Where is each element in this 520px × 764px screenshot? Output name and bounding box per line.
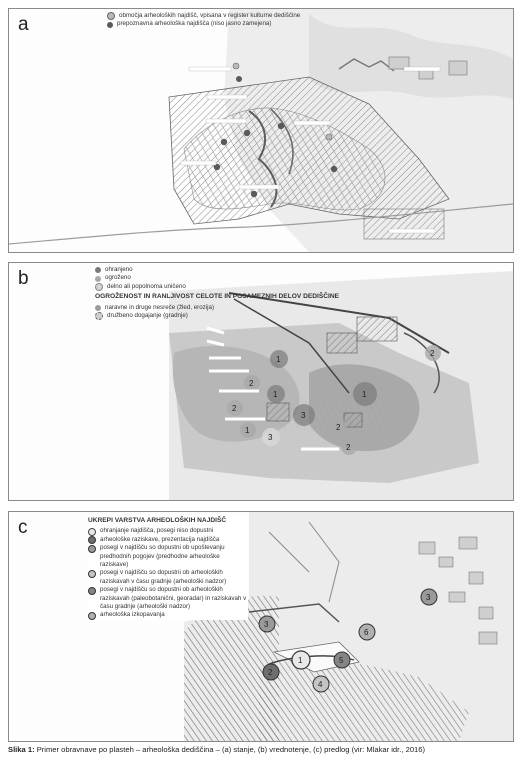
map-a-drawing <box>9 9 513 252</box>
map-b-number: 1 <box>245 426 250 435</box>
map-b-number: 2 <box>336 423 341 432</box>
map-c-number: 3 <box>426 593 431 602</box>
map-b-number: 1 <box>276 355 281 364</box>
natural-disaster-icon <box>95 305 101 311</box>
legend-c <box>88 515 248 620</box>
map-c-number: 6 <box>364 628 369 637</box>
threatened-circle-icon <box>95 276 101 282</box>
legend-b-label-1: ohranjeno <box>105 266 133 273</box>
map-b-number: 2 <box>232 404 237 413</box>
legend-c-label-5: posegi v najdišču so dopustni ob arheoloških raziskavah (paleobotanični, georadar) in raziskavah v času gradnje (arheološki nadzor) <box>100 586 247 611</box>
light-circle-icon <box>107 12 115 20</box>
map-panel-b <box>8 262 514 501</box>
excavation-circle-icon <box>88 612 96 620</box>
preserved-circle-icon <box>95 267 101 273</box>
map-c-number: 4 <box>318 680 323 689</box>
legend-c-label-4: posegi v najdišču so dopustni ob arheoloških raziskavah v času gradnje (arheološki nadzor) <box>100 569 227 585</box>
legend-b-label-2: ogroženo <box>105 274 131 282</box>
legend-b <box>95 266 339 320</box>
map-b-number: 2 <box>346 443 351 452</box>
map-b-number: 2 <box>430 349 435 358</box>
map-panel-a <box>8 8 514 253</box>
supervision-circle-icon <box>88 570 96 578</box>
legend-b-item <box>95 266 339 274</box>
legend-a-item <box>107 20 300 28</box>
figure-caption <box>8 745 513 754</box>
map-panel-c <box>8 511 514 742</box>
caption-label: Slika 1: <box>8 745 35 754</box>
legend-c-label-6: arheološka izkopavanja <box>100 611 165 619</box>
legend-c-title: UKREPI VARSTVA ARHEOLOŠKIH NAJDIŠČ <box>88 517 227 524</box>
research-circle-icon <box>88 536 96 544</box>
legend-c-item <box>88 569 248 586</box>
legend-c-item <box>88 544 248 569</box>
legend-c-item <box>88 611 248 619</box>
legend-c-item <box>88 527 248 535</box>
preservation-circle-icon <box>88 528 96 536</box>
map-c-number: 5 <box>339 656 344 665</box>
map-b-number: 3 <box>301 411 306 420</box>
legend-b-threat-title: OGROŽENOST IN RANLJIVOST CELOTE IN POSAMEZNIH DELOV DEDIŠČINE <box>95 293 339 301</box>
map-c-drawing <box>9 512 513 741</box>
legend-c-label-2: arheološke raziskave, prezentacija najdišča <box>100 535 220 543</box>
legend-b-label-3: delno ali popolnoma uničeno <box>107 282 186 290</box>
legend-c-item <box>88 536 248 544</box>
legend-c-label-3: posegi v najdišču so dopustni ob upoštevanju predhodnih pogojev (predhodne arheološke raziskave) <box>100 544 225 569</box>
destroyed-circle-icon <box>95 283 103 291</box>
dark-circle-icon <box>107 22 113 28</box>
paleobotanical-circle-icon <box>88 587 96 595</box>
caption-text: Primer obravnave po plasteh – arheološka dediščina – (a) stanje, (b) vrednotenje, (c) predlog (vir: Mlakar idr., 2016) <box>34 745 426 754</box>
panel-a-letter: a <box>18 14 29 35</box>
panel-b-letter: b <box>18 268 29 289</box>
map-c-number: 3 <box>264 620 269 629</box>
legend-c-item <box>88 586 248 611</box>
map-c-number: 1 <box>298 656 303 665</box>
legend-b-item <box>95 283 339 291</box>
legend-a-item <box>107 12 300 20</box>
legend-a-label-2: prepoznavna arheološka najdišča (niso jasno zamejena) <box>117 20 272 28</box>
legend-b-item <box>95 312 339 320</box>
construction-icon <box>95 312 103 320</box>
map-b-number: 3 <box>268 433 273 442</box>
legend-b-label-5: družbeno dogajanje (gradnje) <box>107 312 188 320</box>
map-b-number: 1 <box>362 390 367 399</box>
panel-c-letter: c <box>18 517 28 538</box>
prior-conditions-circle-icon <box>88 545 96 553</box>
legend-a-label-1: območja arheoloških najdišč, vpisana v register kulturne dediščine <box>119 12 301 19</box>
legend-b-item <box>95 274 339 282</box>
legend-b-item <box>95 304 339 312</box>
map-b-number: 1 <box>273 390 278 399</box>
legend-b-label-4: naravne in druge nesreče (žled, erozija) <box>105 303 215 311</box>
map-b-number: 2 <box>249 379 254 388</box>
map-c-number: 2 <box>268 668 273 677</box>
legend-c-label-1: ohranjanje najdišča, posegi niso dopustni <box>100 527 214 535</box>
legend-a <box>107 12 300 29</box>
